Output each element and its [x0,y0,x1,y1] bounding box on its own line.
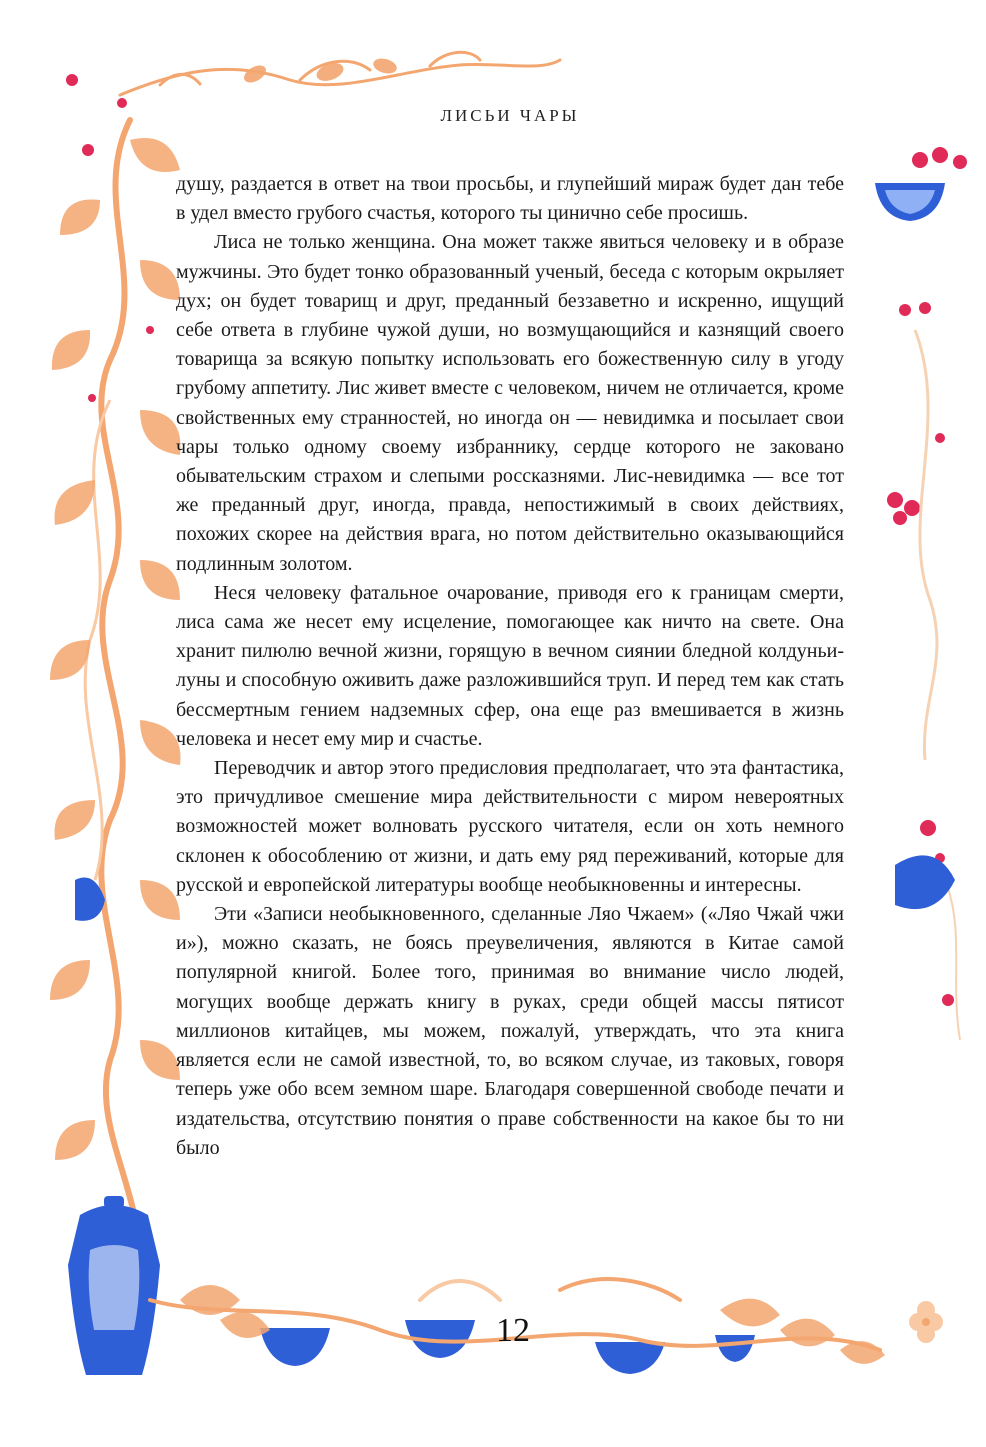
page-number: 12 [496,1312,530,1349]
running-title: ЛИСЬИ ЧАРЫ [440,106,580,125]
paragraph: Неся человеку фатальное очарование, приводя его к границам смерти, лиса сама же несет ему исцеление, помогающее как ничто на свете. Она хранит пилюлю вечной жизни, горящую в вечном сиянии бледной колдуньи-луны и способную оживить даже разложившийся труп. И перед тем как стать бессмертным гением надземных сфер, она еще раз вмешивается в жизнь человека и несет ему мир и счастье. [176,581,844,750]
paragraph: душу, раздается в ответ на твои просьбы, и глупейший мираж будет дан тебе в удел вместо грубого счастья, которого ты цинично себе просишь. [176,173,844,225]
paragraph: Лиса не только женщина. Она может также явиться человеку и в образе мужчины. Это будет тонко образованный ученый, беседа с которым окрыляет дух; он будет товарищ и друг, преданный беззаветно и искренно, ищущий себе ответа в глубине чужой души, но возмущающийся и казнящий своего товарища за всякую попытку использовать его божественную силу в угоду грубому аппетиту. Лис живет вместе с человеком, ничем не отличается, кроме свойственных ему странностей, но иногда он — невидимка и посылает свои чары только одному своему избраннику, сердце которого не заковано обывательским страхом и слепыми россказнями. Лис-невидимка — все тот же преданный друг, иногда, правда, непостижимый в своих действиях, похожих скорее на действия врага, но потом действительно оказывающийся подлинным золотом. [176,231,844,575]
paragraph: Переводчик и автор этого предисловия предполагает, что эта фантастика, это причудливое смешение мира действительности с миром невероятных возможностей может волновать русского читателя, если он хоть немного склонен к обособлению от жизни, и дать ему ряд переживаний, которые для русской и европейской литературы вообще необыкновенны и интересны. [176,757,844,896]
paragraph: Эти «Записи необыкновенного, сделанные Ляо Чжаем» («Ляо Чжай чжи и»), можно сказать, не боясь преувеличения, являются в Китае самой популярной книгой. Более того, принимая во внимание число людей, могущих вообще держать книгу в руках, среди общей массы пятисот миллионов китайцев, мы можем, пожалуй, утверждать, что эта книга является если не самой известной, то, во всяком случае, из таковых, говоря теперь уже обо всем земном шаре. Благодаря совершенной свободе печати и издательства, отсутствию понятия о праве собственности на какое бы то ни было [176,903,844,1159]
body-text [176,170,844,1163]
left-vine-decoration [50,120,181,1290]
ginger-jar [68,1196,160,1375]
